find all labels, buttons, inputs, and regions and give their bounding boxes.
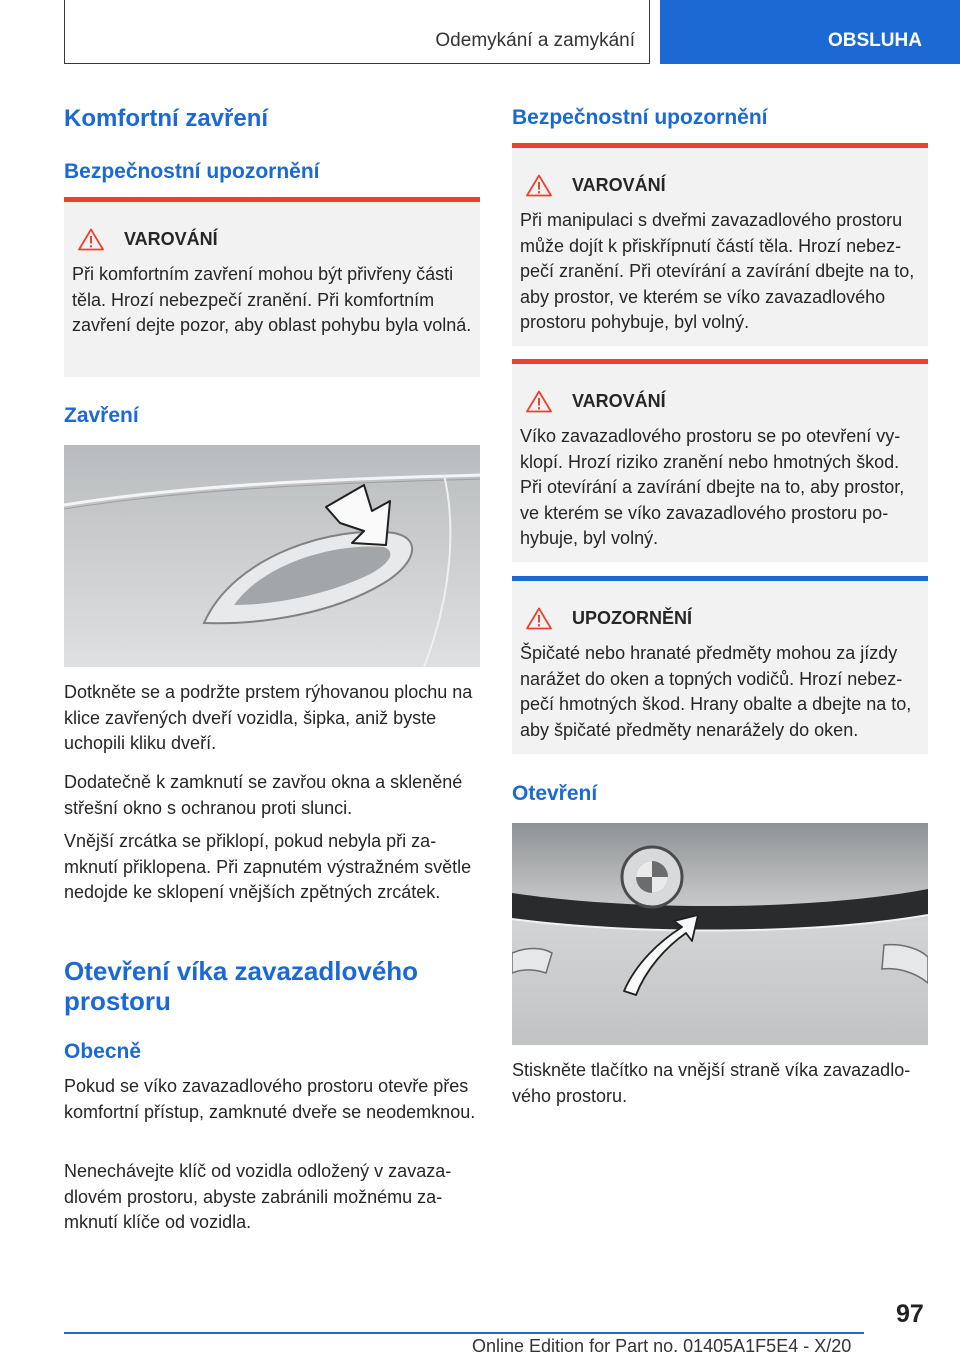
heading-zavreni: Zavření: [64, 404, 139, 427]
heading-obecne: Obecně: [64, 1040, 142, 1063]
footer-edition: Online Edition for Part no. 01405A1F5E4 - X/20: [472, 1336, 852, 1356]
warning-label: VAROVÁNÍ: [572, 391, 666, 411]
trunk-button-illustration: [512, 823, 928, 1045]
footer-divider: [64, 1332, 864, 1334]
header-chapter-tab: [660, 0, 960, 64]
heading-komfortni-zavreni: Komfortní zavření: [64, 105, 269, 132]
warning-text: Při manipulaci s dveřmi zavazadlového prostoru může dojít k přiskřípnutí částí těla. Hrozí nebezpečí zranění. Při otevírání a zavírání dbejte na to, aby prostor, ve kterém se víko zavazadlového prostoru pohybuje, byl volný.: [520, 210, 915, 332]
header-section-title: Odemykání a zamykání: [435, 30, 635, 51]
warning-triangle-icon: [526, 174, 552, 197]
caution-box: [512, 576, 928, 754]
paragraph: Stiskněte tlačítko na vnější straně víka zavazadlového prostoru.: [512, 1060, 911, 1106]
page-number: 97: [896, 1300, 924, 1328]
paragraph: Pokud se víko zavazadlového prostoru otevře přes komfortní přístup, zamknuté dveře se neodemknou.: [64, 1076, 476, 1122]
caution-text: Špičaté nebo hranaté předměty mohou za jízdy narážet do oken a topných vodičů. Hrozí nebezpečí hmotných škod. Hrany obalte a dbejte na to, aby špičaté předměty nenarážely do oken.: [520, 643, 912, 740]
header-chapter-label: OBSLUHA: [828, 30, 922, 51]
warning-text: Víko zavazadlového prostoru se po otevření vyklopí. Hrozí riziko zranění nebo hmotných škod. Při otevírání a zavírání dbejte na to, aby prostor, ve kterém se víko zavazadlového prostoru pohybuje, byl volný.: [520, 426, 905, 548]
heading-bezpecnostni-upozorneni: Bezpečnostní upozornění: [64, 160, 320, 183]
paragraph: Nenechávejte klíč od vozidla odložený v zavazadlovém prostoru, abyste zabránili možnému zamknutí klíče od vozidla.: [64, 1161, 452, 1232]
door-handle-illustration: [64, 445, 480, 667]
warning-text: Při komfortním zavření mohou být přivřeny části těla. Hrozí nebezpečí zranění. Při komfortním zavření dejte pozor, aby oblast pohybu byla volná.: [72, 264, 472, 335]
warning-label: VAROVÁNÍ: [572, 175, 666, 195]
door-handle-photo: [64, 445, 480, 667]
header-section-box: [64, 0, 650, 64]
paragraph: Vnější zrcátka se přiklopí, pokud nebyla při zamknutí přiklopena. Při zapnutém výstražném světle nedojde ke sklopení vnějších zpětných zrcátek.: [64, 831, 472, 902]
warning-box: [64, 197, 480, 377]
warning-triangle-icon: [526, 390, 552, 413]
heading-bezpecnostni-upozorneni: Bezpečnostní upozornění: [512, 106, 768, 129]
warning-label: VAROVÁNÍ: [124, 229, 218, 249]
paragraph: Dotkněte se a podržte prstem rýhovanou plochu na klice zavřených dveří vozidla, šipka, aniž byste uchopili kliku dveří.: [64, 682, 473, 753]
warning-triangle-icon: [78, 228, 104, 251]
warning-box: [512, 143, 928, 346]
caution-label: UPOZORNĚNÍ: [572, 608, 693, 628]
caution-triangle-icon: [526, 607, 552, 630]
trunk-button-photo: [512, 823, 928, 1045]
warning-box: [512, 359, 928, 562]
heading-otevreni: Otevření: [512, 782, 598, 805]
heading-otevreni-vika: Otevření víka zavazadlového prostoru: [64, 956, 419, 1016]
paragraph: Dodatečně k zamknutí se zavřou okna a skleněné střešní okno s ochranou proti slunci.: [64, 772, 463, 818]
